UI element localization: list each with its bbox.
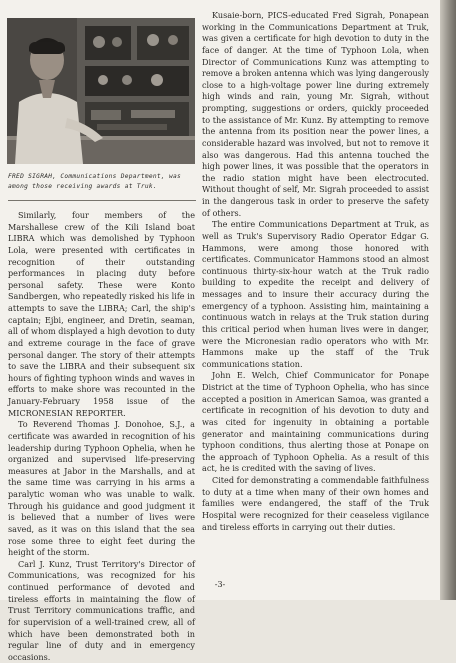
photo-illustration bbox=[7, 18, 195, 164]
paragraph-kunz: Carl J. Kunz, Trust Territory's Director of Communications, was recognized for his continued performance of devoted and tireless efforts in maintaining the flow of Trust Territory communications traffic, and for supervision of a well-trained crew, all of which have been demonstrated both in regular line of duty and in emergency occasions. bbox=[8, 558, 195, 662]
paragraph-welch: John E. Welch, Chief Communicator for Ponape District at the time of Typhoon Ophelia, who has since accepted a position in American Samoa, was granted a certificate in recognition of his devotion to duty and was cited for ingenuity in obtaining a portable generator and maintaining communications during typhoon conditions, thus alerting those at Ponape on the approach of Typhoon Ophelia. As a result of this act, he is credited with the saving of lives. bbox=[202, 370, 429, 474]
photo-radio-operator bbox=[7, 18, 195, 164]
paragraph-truk-hospital: Cited for demonstrating a commendable faithfulness to duty at a time when many of their own homes and families were endangered, the staff of the Truk Hospital were recognized for their ceaseless vigilance and tireless efforts in carrying out their duties. bbox=[202, 475, 429, 532]
paragraph-libra-crew: Similarly, four members of the Marshallese crew of the Kili Island boat LIBRA which was demolished by Typhoon Lola, were presented with certificates in recognition of their outstanding performances in placing duty before personal safety. These were Konto Sandbergen, who repeatedly risked his life in attempts to save the LIBRA; Carl, the ship's captain; Ejbi, engineer, and Dretin, seaman, all of whom displayed a high devotion to duty and extreme courage in the face of grave personal danger. The story of their attempts to save the LIBRA and their subsequent six hours of fighting typhoon winds and waves in efforts to make shore was recounted in the January-February 1958 issue of the MICRONESIAN REPORTER. bbox=[8, 210, 195, 418]
caption-divider bbox=[8, 200, 196, 201]
left-column bbox=[8, 210, 195, 663]
paragraph-donohoe: To Reverend Thomas J. Donohoe, S.J., a certificate was awarded in recognition of his leadership during Typhoon Ophelia, when he organized and supervised life-preserving measures at Jabor in the Marshalls, and at the same time was carrying in his arms a paralytic woman who was unable to walk. Through his guidance and good judgment it is believed that a number of lives were saved, as it was on this island that the sea rose some three to eight feet during the height of the storm. bbox=[8, 419, 195, 558]
page-edge-shadow bbox=[440, 0, 456, 600]
paragraph-sigrah: Kusaie-born, PICS-educated Fred Sigrah, Ponapean working in the Communications Department at Truk, was given a certificate for high devotion to duty in the face of danger. At the time of Typhoon Lola, when Director of Communications Kunz was attempting to remove a broken antenna which was lying dangerously close to a high-voltage power line during extremely high winds and rain, young Mr. Sigrah, without prompting, suggestions or orders, quickly proceeded to the assistance of Mr. Kunz. By attempting to remove the antenna from its position near the power lines, a considerable hazard was involved, but not to remove it also was dangerous. Had this antenna touched the high power lines, it was possible that the operators in the radio station might have been electrocuted. Without thought of self, Mr. Sigrah proceeded to assist in the dangerous task in order to preserve the safety of others. bbox=[202, 10, 429, 218]
right-column bbox=[202, 10, 429, 533]
photo-caption: FRED SIGRAH, Communications Department, was among those receiving awards at Truk. bbox=[8, 173, 182, 190]
paragraph-hammons: The entire Communications Department at Truk, as well as Truk's Supervisory Radio Operator Edgar G. Hammons, were among those honored with certificates. Communicator Hammons stood an almost continuous thirty-six-hour watch at the Truk radio building to expedite the receipt and delivery of messages and to insure their accuracy during the emergency of a typhoon. Assisting him, maintaining a continuous watch in relays at the Truk station during this critical period when human lives were in danger, were the Micronesian radio operators who with Mr. Hammons make up the staff of the Truk communications station. bbox=[202, 219, 429, 369]
page-number: -3- bbox=[214, 580, 226, 589]
